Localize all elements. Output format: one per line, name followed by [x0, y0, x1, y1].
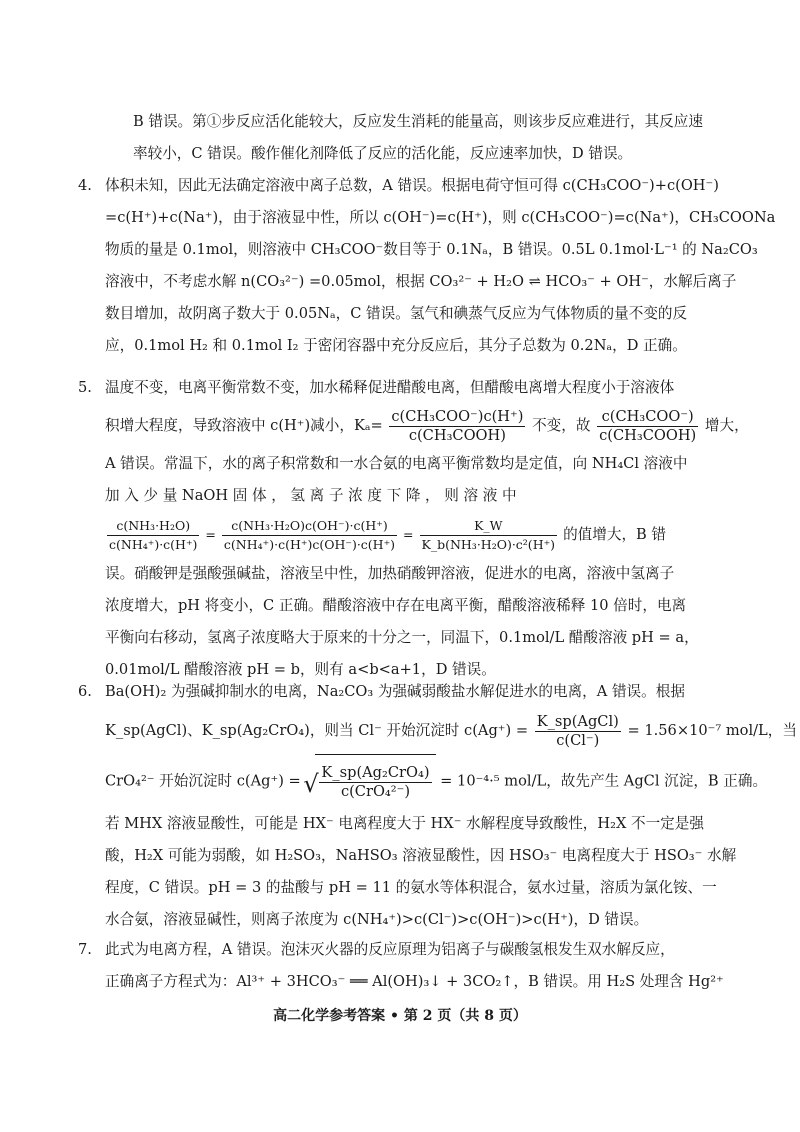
ammonia-ratio-fraction [107, 517, 199, 554]
fraction-numerator: c(NH₃·H₂O)c(OH⁻)·c(H⁺) [222, 517, 397, 536]
ksp-ag2cro4-fraction [319, 764, 431, 801]
text-run: K_sp(AgCl)、K_sp(Ag₂CrO₄)，则当 Cl⁻ 开始沉淀时 c(Ag⁺) = [105, 722, 529, 739]
question-6-answer [78, 676, 797, 936]
question-number: 6. [78, 683, 92, 700]
fraction-numerator: c(NH₃·H₂O) [107, 517, 199, 536]
text-line: =c(H⁺)+c(Na⁺)，由于溶液显中性，所以 c(OH⁻)=c(H⁺)，则 c(CH₃COO⁻)=c(Na⁺)，CH₃COONa [105, 209, 776, 226]
page-footer: 高二化学参考答案 • 第 2 页（共 8 页） [273, 1008, 527, 1024]
question-5-answer [78, 372, 749, 686]
text-line: 率较小，C 错误。酸作催化剂降低了反应的活化能，反应速率加快，D 错误。 [133, 145, 633, 162]
kw-kb-fraction [420, 517, 558, 554]
text-run: 积增大程度，导致溶液中 c(H⁺)减小，Kₐ= [105, 417, 383, 434]
text-run: 不变，故 [532, 417, 591, 434]
formula-line [105, 512, 705, 558]
fraction-numerator: K_sp(AgCl) [536, 712, 619, 730]
formula-line [105, 754, 768, 808]
question-number: 4. [78, 177, 92, 194]
text-line: 程度，C 错误。pH = 3 的盐酸与 pH = 11 的氨水等体积混合，氨水过量，溶质为氯化铵、一 [105, 879, 717, 896]
intro-paragraph [133, 106, 705, 170]
text-line: 水合氨，溶液显碱性，则离子浓度为 c(NH₄⁺)>c(Cl⁻)>c(OH⁻)>c(H⁺)，D 错误。 [105, 911, 649, 928]
text-run: 的值增大，B 错 [563, 526, 666, 543]
fraction-denominator: c(NH₄⁺)·c(H⁺) [109, 537, 198, 552]
formula-line [105, 404, 749, 448]
fraction-denominator: c(CH₃COOH) [599, 426, 697, 444]
fraction-numerator: c(CH₃COO⁻)c(H⁺) [391, 407, 524, 425]
text-line: Ba(OH)₂ 为强碱抑制水的电离，Na₂CO₃ 为强碱弱酸盐水解促进水的电离，A 错误。根据 [105, 683, 685, 700]
text-line: 体积未知，因此无法确定溶液中离子总数，A 错误。根据电荷守恒可得 c(CH₃COO⁻)+c(OH⁻) [105, 177, 719, 194]
text-line: 溶液中，不考虑水解 n(CO₃²⁻) =0.05mol，根据 CO₃²⁻ + H₂O ⇌ HCO₃⁻ + OH⁻，水解后离子 [105, 273, 737, 290]
ka-fraction [389, 408, 525, 445]
text-line: 数目增加，故阴离子数大于 0.05Nₐ，C 错误。氢气和碘蒸气反应为气体物质的量不变的反 [105, 305, 688, 322]
question-4-answer [78, 170, 776, 362]
fraction-denominator: c(NH₄⁺)·c(H⁺)c(OH⁻)·c(H⁺) [223, 537, 396, 552]
fraction-denominator: c(Cl⁻) [556, 731, 600, 749]
text-line: 物质的量是 0.1mol，则溶液中 CH₃COO⁻数目等于 0.1Nₐ，B 错误。0.5L 0.1mol·L⁻¹ 的 Na₂CO₃ [105, 241, 758, 258]
equals-sign: = [205, 527, 216, 542]
fraction-denominator: K_b(NH₃·H₂O)·c²(H⁺) [421, 537, 556, 552]
text-run: CrO₄²⁻ 开始沉淀时 c(Ag⁺) = [105, 772, 301, 790]
text-line: 0.01mol/L 醋酸溶液 pH = b，则有 a<b<a+1，D 错误。 [105, 661, 496, 678]
text-run: 增大， [704, 417, 749, 434]
expanded-fraction [222, 517, 397, 554]
text-line: 平衡向右移动，氢离子浓度略大于原来的十分之一，同温下，0.1mol/L 醋酸溶液 pH = a， [105, 629, 699, 646]
fraction-numerator: K_W [420, 517, 558, 536]
text-line: 误。硝酸钾是强酸强碱盐，溶液呈中性，加热硝酸钾溶液，促进水的电离，溶液中氢离子 [105, 565, 675, 582]
text-line: 浓度增大，pH 将变小，C 正确。醋酸溶液中存在电离平衡，醋酸溶液稀释 10 倍时，电离 [105, 597, 687, 614]
fraction-numerator: c(CH₃COO⁻) [597, 408, 698, 427]
fraction-numerator: √ K_sp(Ag₂CrO₄) [321, 763, 430, 781]
text-line: 应，0.1mol H₂ 和 0.1mol I₂ 于密闭容器中充分反应后，其分子总数为 0.2Nₐ，D 正确。 [105, 337, 687, 354]
text-line: 加 入 少 量 NaOH 固 体 ， 氢 离 子 浓 度 下 降 ， 则 溶 液 中 [105, 487, 517, 504]
text-line: B 错误。第①步反应活化能较大，反应发生消耗的能量高，则该步反应难进行，其反应速 [133, 113, 703, 130]
text-line: 此式为电离方程，A 错误。泡沫灭火器的反应原理为铝离子与碳酸氢根发生双水解反应， [105, 941, 675, 958]
fraction-denominator: c(CH₃COOH) [408, 426, 506, 444]
text-run: = 10⁻⁴·⁵ mol/L，故先产生 AgCl 沉淀，B 正确。 [440, 772, 768, 790]
question-7-answer [78, 934, 724, 998]
text-line: 酸，H₂X 可能为弱酸，如 H₂SO₃，NaHSO₃ 溶液显酸性，因 HSO₃⁻ 电离程度大于 HSO₃⁻ 水解 [105, 847, 737, 864]
text-line: 正确离子方程式为：Al³⁺ + 3HCO₃⁻ ══ Al(OH)₃↓ + 3CO₂↑，B 错误。用 H₂S 处理含 Hg²⁺ [105, 973, 724, 990]
question-number: 5. [78, 379, 92, 396]
ksp-agcl-fraction [535, 713, 621, 750]
question-number: 7. [78, 941, 92, 958]
equals-sign: = [403, 527, 414, 542]
ratio-fraction [597, 408, 698, 445]
formula-line [105, 708, 797, 754]
square-root [315, 754, 435, 809]
text-run: = 1.56×10⁻⁷ mol/L，当 [627, 722, 797, 739]
text-line: A 错误。常温下，水的离子积常数和一水合氨的电离平衡常数均是定值，向 NH₄Cl 溶液中 [105, 455, 688, 472]
text-line: 若 MHX 溶液显酸性，可能是 HX⁻ 电离程度大于 HX⁻ 水解程度导致酸性，H₂X 不一定是强 [105, 815, 704, 832]
text-line: 温度不变，电离平衡常数不变，加水稀释促进醋酸电离，但醋酸电离增大程度小于溶液体 [105, 379, 675, 396]
fraction-denominator: c(CrO₄²⁻) [340, 782, 411, 800]
